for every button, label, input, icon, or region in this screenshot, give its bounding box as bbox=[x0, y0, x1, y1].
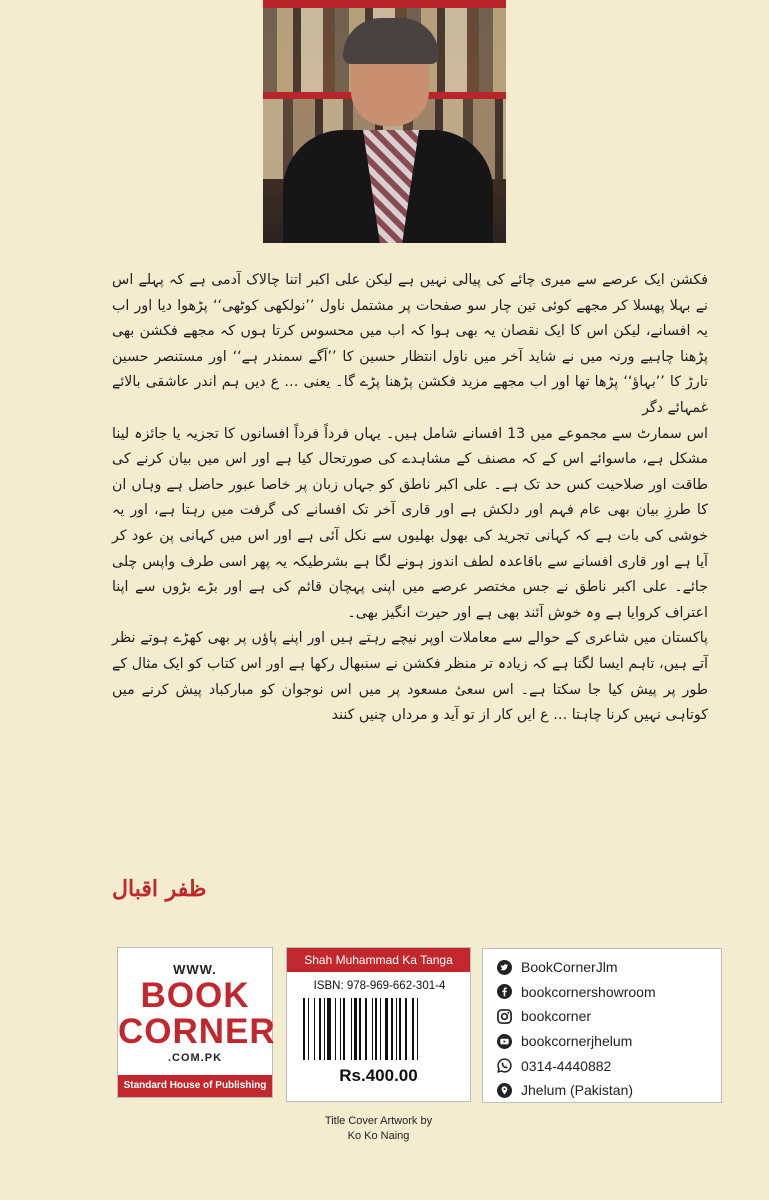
barcode-bar bbox=[417, 998, 418, 1060]
barcode-bar bbox=[354, 998, 356, 1060]
review-paragraph-1: فکشن ایک عرصے سے میری چائے کی پیالی نہیں ہے لیکن علی اکبر اتنا چالاک آدمی ہے کہ پہلے اس نے بہلا پھسلا کر مجھے کوئی تین چار سو صفحات پر مشتمل ناول ’’نولکھی کوٹھی‘‘ پڑھوا دیا اور اب یہ افسانے، لیکن اس کا ایک نقصان یہ بھی ہوا کہ اب میں محسوس کرتا ہوں کہ مجھے فکشن بھی پڑھنا چاہیے ورنہ میں نے شاید آخر میں ناول انتظار حسین کا ’’آگے سمندر ہے‘‘ اور مستنصر حسین تارڑ کا ’’بہاؤ‘‘ پڑھا تھا اور اب مجھے مزید فکشن پڑھنا پڑے گا۔ یعنی … ع دیں ہم اندر عاشقی بالائے غمہائے دگر bbox=[112, 272, 708, 416]
twitter-icon bbox=[497, 960, 512, 975]
social-label: bookcornershowroom bbox=[521, 983, 656, 1000]
review-paragraph-2: اس سمارٹ سے مجموعے میں 13 افسانے شامل ہیں۔ یہاں فرداً فرداً افسانوں کا تجزیہ یا جائزہ لینا مشکل ہے، ماسوائے اس کے کہ مصنف کے مشاہدے کی صورتحال کیا ہے اور اس میں بیان کرنے کی طاقت اور صلاحیت کس حد تک ہے۔ علی اکبر ناطق کو جہاں زبان پر خاصا عبور حاصل ہے وہاں ان کا طرزِ بیان بھی عام فہم اور دلکش ہے اور قاری آخر تک افسانے کی گرفت میں رہتا ہے، اور یہ خوشی کی بات ہے کہ کہانی تجرید کی بھول بھلیوں سے نکل آئی ہے اور اس میں کہانی پن عود کر آیا ہے اور قاری افسانے سے باقاعدہ لطف اندوز ہونے لگا ہے بشرطیکہ یہ پھر اسی طرف واپس چلی جائے۔ علی اکبر ناطق نے جس مختصر عرصے میں اپنی پہچان قائم کی ہے اور بڑے بڑوں سے اپنا اعتراف کروایا ہے وہ خوش آئند بھی ہے اور حیرت انگیز بھی۔ bbox=[112, 425, 708, 621]
social-links bbox=[482, 948, 722, 1103]
credit-line-1: Title Cover Artwork by bbox=[324, 1115, 433, 1127]
barcode-bar bbox=[351, 998, 352, 1060]
credit-line-2: Ko Ko Naing bbox=[347, 1130, 410, 1142]
barcode bbox=[303, 998, 455, 1060]
logo-www: WWW. bbox=[173, 962, 217, 977]
barcode-bar bbox=[365, 998, 366, 1060]
barcode-bar bbox=[340, 998, 341, 1060]
isbn-number: ISBN: 978-969-662-301-4 bbox=[313, 980, 446, 992]
review-paragraph-3: پاکستان میں شاعری کے حوالے سے معاملات اوپر نیچے رہتے ہیں اور اپنے پاؤں پر بھی کھڑے ہوتے نظر آتے ہیں، تاہم ایسا لگتا ہے کہ زیادہ تر منظر فکشن نے سنبھال رکھا ہے اور اس کتاب کو ایک مثال کے طور پر پیش کیا جا سکتا ہے۔ اس سعیٔ مسعود پر میں اس نوجوان کو مبارکباد پیش کرنے میں کوتاہی نہیں کرنا چاہتا … ع ایں کار از تو آید و مرداں چنیں کنند bbox=[112, 630, 708, 724]
reviewer-signature: ظفر اقبال bbox=[112, 876, 207, 902]
isbn-block bbox=[286, 947, 471, 1102]
social-location bbox=[497, 1078, 721, 1103]
review-text bbox=[112, 268, 708, 729]
logo-corner: CORNER bbox=[118, 1012, 276, 1051]
social-whatsapp bbox=[497, 1053, 721, 1078]
logo-tagline: Standard House of Publishing bbox=[118, 1075, 272, 1097]
barcode-bar bbox=[405, 998, 406, 1060]
barcode-bar bbox=[380, 998, 381, 1060]
social-facebook bbox=[497, 980, 721, 1005]
youtube-icon bbox=[497, 1034, 512, 1049]
publisher-logo bbox=[117, 947, 276, 1098]
social-label: BookCornerJlm bbox=[521, 959, 618, 976]
barcode-bar bbox=[314, 998, 315, 1060]
logo-book: BOOK bbox=[140, 976, 250, 1015]
instagram-icon bbox=[497, 1009, 512, 1024]
social-twitter bbox=[497, 955, 721, 980]
barcode-bar bbox=[385, 998, 389, 1060]
barcode-bar bbox=[324, 998, 325, 1060]
location-pin-icon bbox=[497, 1083, 512, 1098]
barcode-bar bbox=[412, 998, 414, 1060]
social-instagram bbox=[497, 1004, 721, 1029]
barcode-bar bbox=[396, 998, 397, 1060]
logo-domain: .COM.PK bbox=[167, 1052, 223, 1064]
facebook-icon bbox=[497, 984, 512, 999]
barcode-bar bbox=[303, 998, 305, 1060]
barcode-bar bbox=[359, 998, 361, 1060]
cover-credit bbox=[286, 1114, 471, 1144]
barcode-bar bbox=[375, 998, 377, 1060]
social-label: 0314-4440882 bbox=[521, 1057, 612, 1074]
social-label: Jhelum (Pakistan) bbox=[521, 1082, 634, 1099]
barcode-bar bbox=[335, 998, 336, 1060]
price: Rs.400.00 bbox=[339, 1066, 418, 1085]
social-label: bookcornerjhelum bbox=[521, 1033, 633, 1050]
barcode-bar bbox=[343, 998, 345, 1060]
barcode-bar bbox=[319, 998, 321, 1060]
barcode-bar bbox=[391, 998, 393, 1060]
author-photo bbox=[263, 0, 506, 243]
whatsapp-icon bbox=[497, 1058, 512, 1073]
barcode-bar bbox=[327, 998, 331, 1060]
social-youtube bbox=[497, 1029, 721, 1054]
barcode-bar bbox=[399, 998, 401, 1060]
barcode-bar bbox=[372, 998, 373, 1060]
social-label: bookcorner bbox=[521, 1008, 592, 1025]
book-title: Shah Muhammad Ka Tanga bbox=[287, 948, 470, 972]
barcode-bar bbox=[308, 998, 309, 1060]
